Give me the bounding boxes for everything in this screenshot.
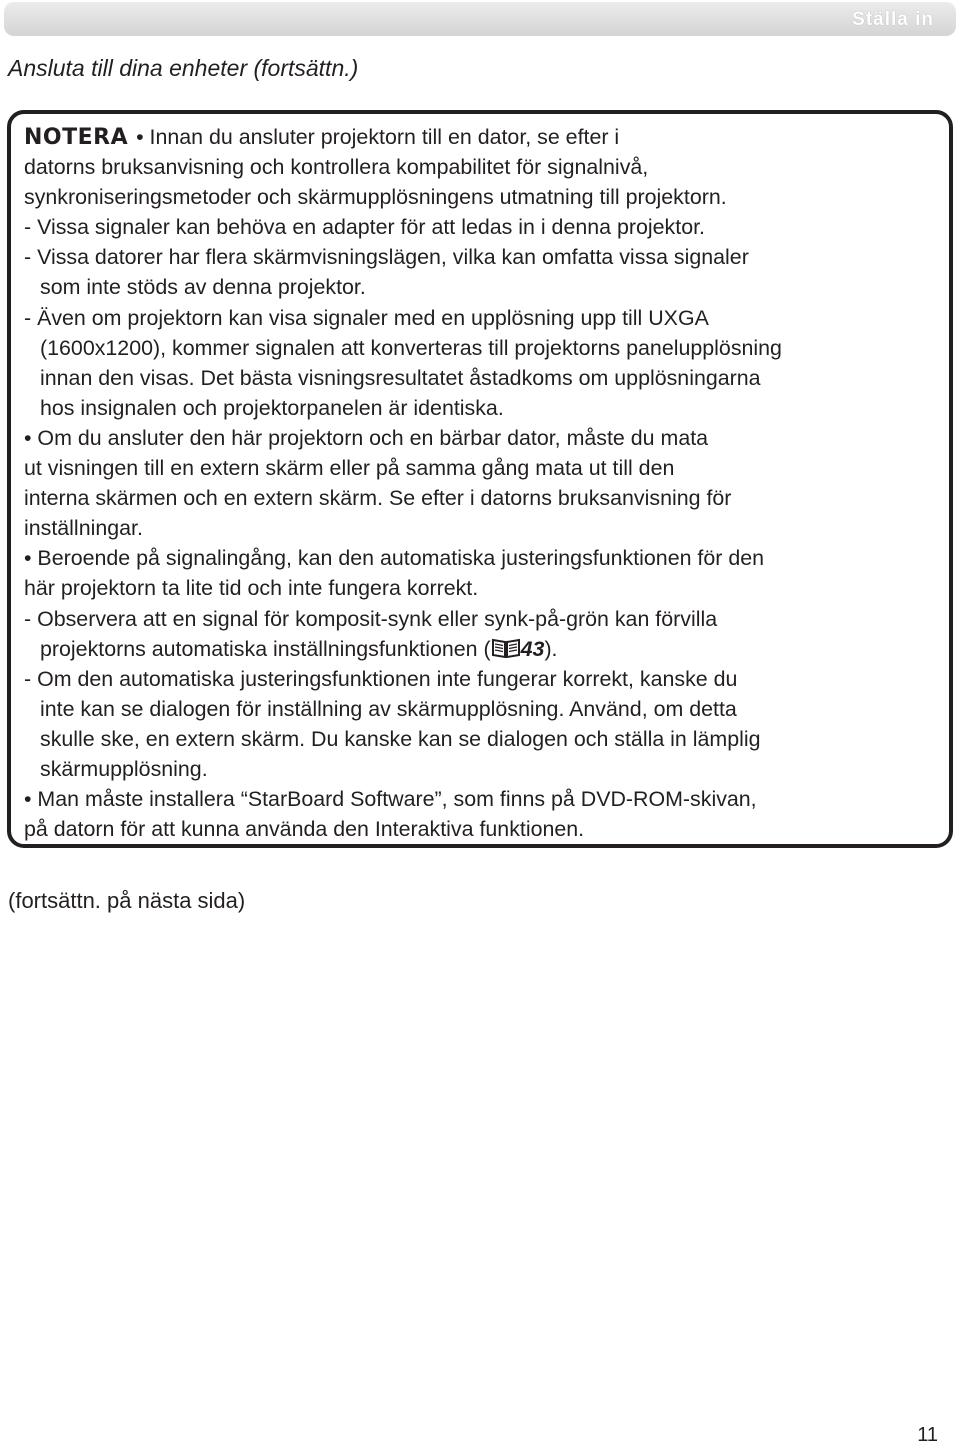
note-line	[24, 634, 952, 664]
header-bar	[4, 2, 956, 36]
note-box	[7, 110, 953, 848]
note-line: som inte stöds av denna projektor.	[40, 275, 366, 300]
note-text: ).	[544, 636, 558, 661]
note-line: inte kan se dialogen för inställning av skärmupplösning. Använd, om detta	[40, 696, 737, 721]
note-line: - Även om projektorn kan visa signaler med en upplösning upp till UXGA	[24, 305, 709, 330]
note-line: inställningar.	[24, 516, 143, 541]
note-line: • Om du ansluter den här projektorn och en bärbar dator, måste du mata	[24, 425, 709, 450]
note-line: (1600x1200), kommer signalen att konverteras till projektorns panelupplösning	[40, 335, 782, 360]
note-line: - Om den automatiska justeringsfunktionen inte fungerar korrekt, kanske du	[24, 666, 738, 691]
note-line: synkroniseringsmetoder och skärmupplösningens utmatning till projektorn.	[24, 185, 727, 210]
continued-note: (fortsättn. på nästa sida)	[8, 888, 246, 913]
page-subtitle: Ansluta till dina enheter (fortsättn.)	[8, 55, 359, 81]
page-number: 11	[917, 1424, 938, 1446]
note-line: här projektorn ta lite tid och inte fungera korrekt.	[24, 576, 479, 601]
note-text: projektorns automatiska inställningsfunktionen (	[40, 636, 491, 661]
note-line: - Vissa signaler kan behöva en adapter för att ledas in i denna projektor.	[24, 215, 705, 240]
note-line: på datorn för att kunna använda den Interaktiva funktionen.	[24, 817, 585, 842]
note-line	[24, 122, 952, 152]
note-line: skulle ske, en extern skärm. Du kanske kan se dialogen och ställa in lämplig	[40, 726, 761, 751]
note-line: interna skärmen och en extern skärm. Se efter i datorns bruksanvisning för	[24, 486, 732, 511]
note-label: NOTERA	[24, 125, 129, 150]
book-icon	[491, 637, 521, 659]
note-line: innan den visas. Det bästa visningsresultatet åstadkoms om upplösningarna	[40, 365, 761, 390]
note-line: skärmupplösning.	[40, 756, 208, 781]
note-line: - Observera att en signal för komposit-synk eller synk-på-grön kan förvilla	[24, 606, 718, 631]
note-text: • Innan du ansluter projektorn till en dator, se efter i	[130, 125, 620, 149]
page-reference[interactable]: 43	[520, 636, 545, 661]
note-content	[24, 122, 952, 844]
note-line: • Man måste installera “StarBoard Software”, som finns på DVD-ROM-skivan,	[24, 787, 757, 812]
note-line: datorns bruksanvisning och kontrollera kompabilitet för signalnivå,	[24, 155, 649, 180]
note-line: - Vissa datorer har flera skärmvisningslägen, vilka kan omfatta vissa signaler	[24, 245, 749, 270]
note-line: hos insignalen och projektorpanelen är identiska.	[40, 395, 504, 420]
note-line: • Beroende på signalingång, kan den automatiska justeringsfunktionen för den	[24, 546, 765, 571]
section-label: Ställa in	[852, 9, 934, 30]
note-line: ut visningen till en extern skärm eller på samma gång mata ut till den	[24, 456, 675, 481]
